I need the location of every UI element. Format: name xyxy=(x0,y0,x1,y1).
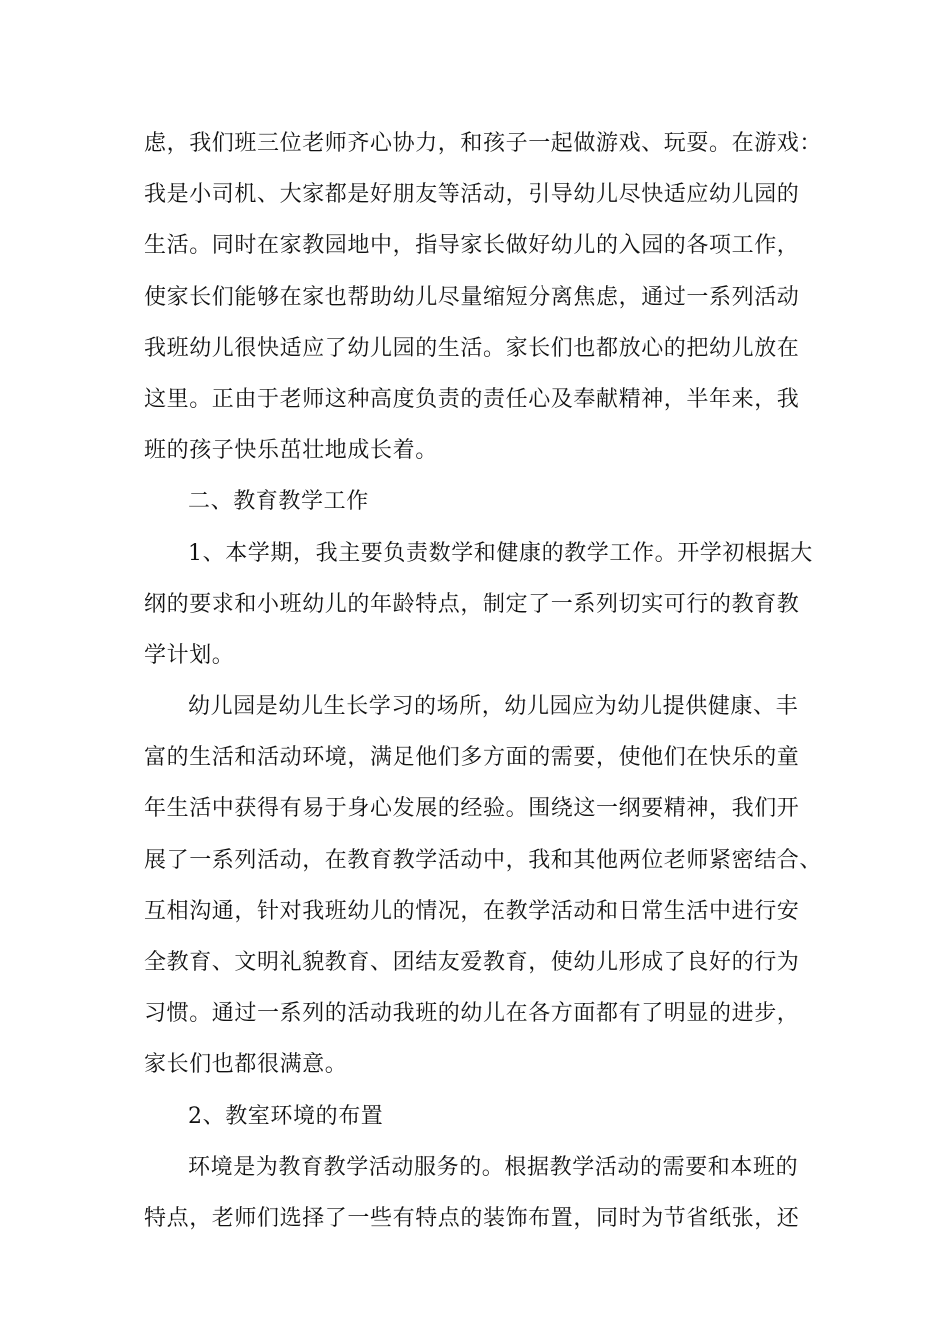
text-line: 年生活中获得有易于身心发展的经验。围绕这一纲要精神，我们开 xyxy=(144,796,800,822)
text-line: 幼儿园是幼儿生长学习的场所，幼儿园应为幼儿提供健康、丰 xyxy=(188,694,799,720)
text-line: 纲的要求和小班幼儿的年龄特点，制定了一系列切实可行的教育教 xyxy=(144,591,800,617)
text-line: 习惯。通过一系列的活动我班的幼儿在各方面都有了明显的进步， xyxy=(144,1001,800,1027)
section-heading-education: 二、教育教学工作 xyxy=(188,489,369,515)
text-line: 全教育、文明礼貌教育、团结友爱教育，使幼儿形成了良好的行为 xyxy=(144,950,800,975)
text-line: 学计划。 xyxy=(144,642,235,668)
text-line: 使家长们能够在家也帮助幼儿尽量缩短分离焦虑，通过一系列活动 xyxy=(144,284,800,310)
text-line: 班的孩子快乐茁壮地成长着。 xyxy=(144,438,438,464)
text-line: 虑，我们班三位老师齐心协力，和孩子一起做游戏、玩耍。在游戏： xyxy=(144,131,823,156)
text-line: 我是小司机、大家都是好朋友等活动，引导幼儿尽快适应幼儿园的 xyxy=(144,182,800,208)
subsection-heading-classroom: 2、教室环境的布置 xyxy=(188,1103,384,1129)
text-line: 1、本学期，我主要负责数学和健康的教学工作。开学初根据大 xyxy=(188,540,813,566)
text-line: 家长们也都很满意。 xyxy=(144,1052,348,1078)
text-line: 互相沟通，针对我班幼儿的情况，在教学活动和日常生活中进行安 xyxy=(144,898,800,924)
text-line: 生活。同时在家教园地中，指导家长做好幼儿的入园的各项工作， xyxy=(144,233,800,259)
text-line: 我班幼儿很快适应了幼儿园的生活。家长们也都放心的把幼儿放在 xyxy=(144,335,800,361)
body-text xyxy=(144,118,824,1244)
text-line: 特点，老师们选择了一些有特点的装饰布置，同时为节省纸张，还 xyxy=(144,1205,800,1231)
text-line: 富的生活和活动环境，满足他们多方面的需要，使他们在快乐的童 xyxy=(144,745,800,771)
text-line: 环境是为教育教学活动服务的。根据教学活动的需要和本班的 xyxy=(188,1154,799,1180)
text-line: 这里。正由于老师这种高度负责的责任心及奉献精神，半年来，我 xyxy=(144,386,800,412)
text-line: 展了一系列活动，在教育教学活动中，我和其他两位老师紧密结合、 xyxy=(144,847,823,873)
